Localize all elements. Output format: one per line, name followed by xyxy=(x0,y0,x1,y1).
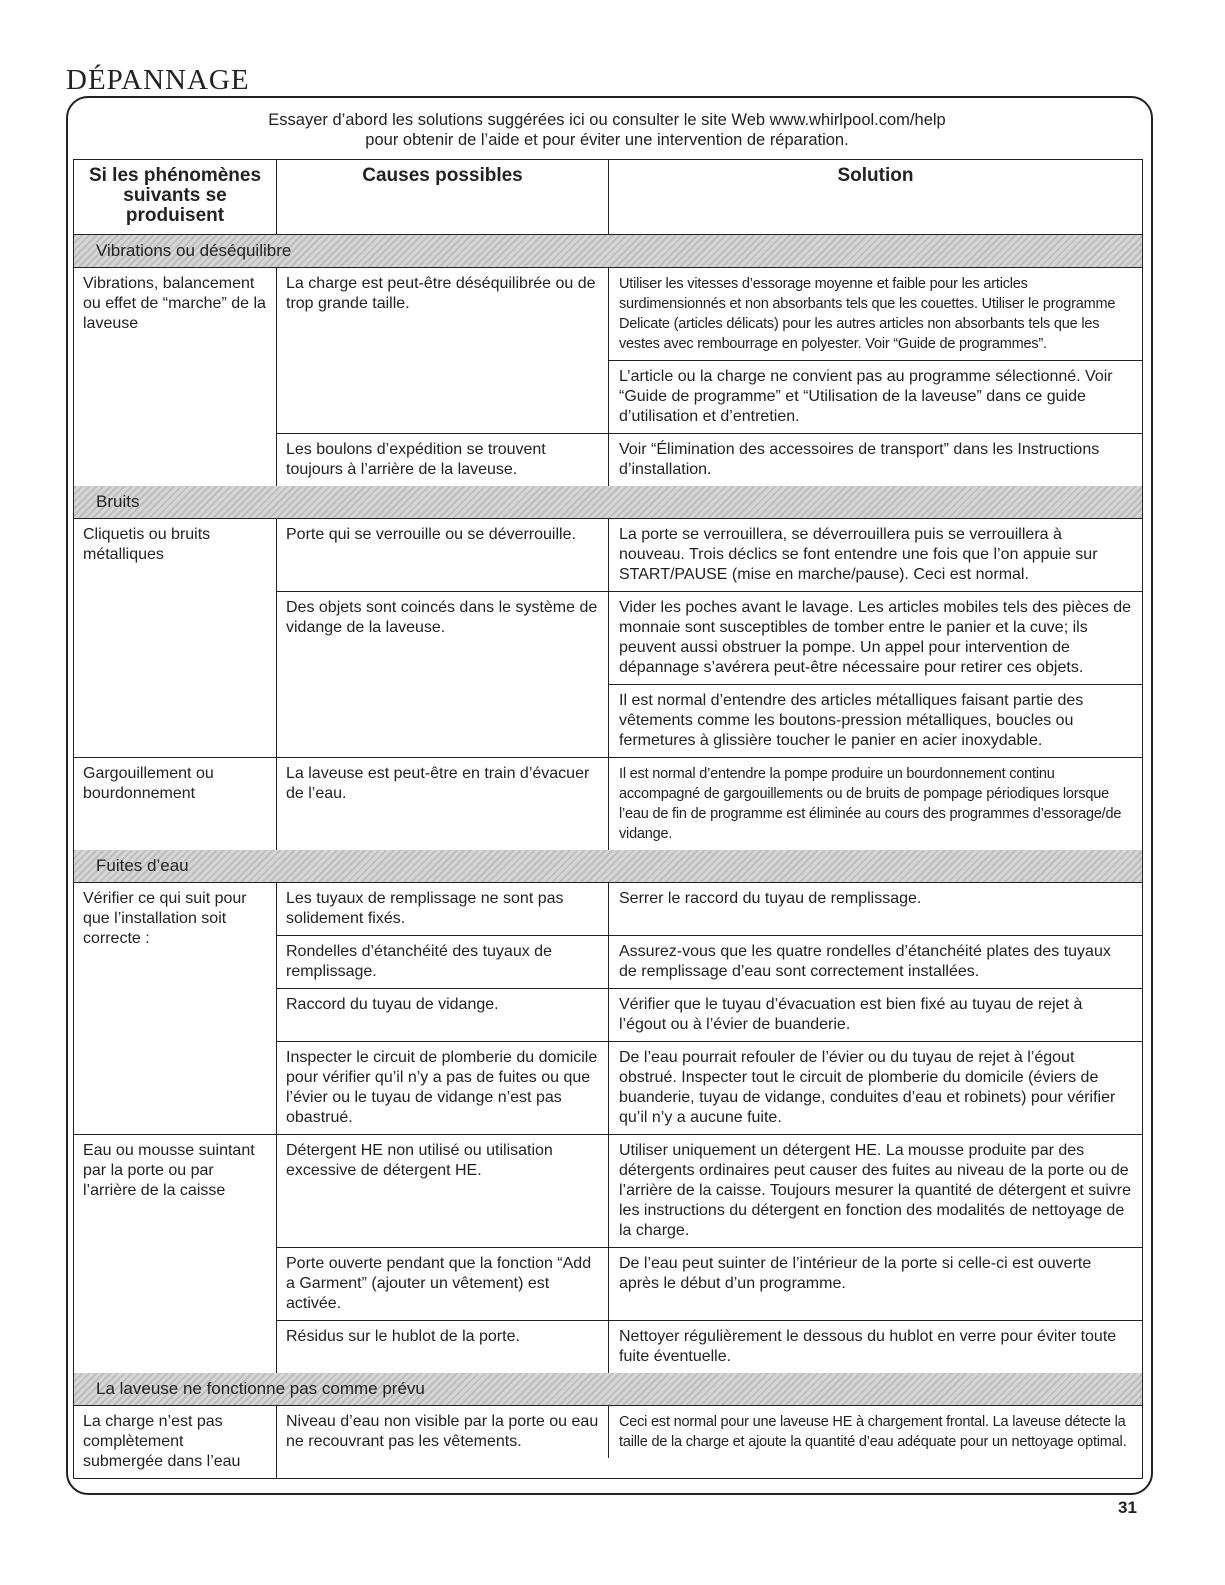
solution-list xyxy=(609,936,1142,988)
cause-cell: Porte qui se verrouille ou se déverrouille. xyxy=(277,519,609,591)
cause-rows xyxy=(277,268,1142,486)
solution-cell: Vider les poches avant le lavage. Les articles mobiles tels des pièces de monnaie sont susceptibles de tomber entre le panier et la cuve; ils peuvent aussi obstruer la pompe. Un appel pour intervention de dépannage s’avérera peut-être nécessaire pour retirer ces objets. xyxy=(609,592,1142,685)
solution-cell: Vérifier que le tuyau d’évacuation est bien fixé au tuyau de rejet à l’égout ou à l’évier de buanderie. xyxy=(619,996,1083,1033)
section-heading: Bruits xyxy=(74,486,1142,519)
cause-cell: Résidus sur le hublot de la porte. xyxy=(277,1321,609,1373)
symptom-cell: La charge n’est pas complètement submergée dans l’eau xyxy=(74,1406,277,1478)
solution-cell: Utiliser les vitesses d’essorage moyenne et faible pour les articles surdimensionnés et non absorbants tels que les couettes. Utiliser le programme Delicate (articles délicats) pour les autres articles non absorbants tels que les vestes avec rembourrage en polyester. Voir “Guide de programmes”. xyxy=(609,268,1142,361)
cause-rows xyxy=(277,758,1142,850)
section-heading: La laveuse ne fonctionne pas comme prévu xyxy=(74,1373,1142,1406)
table-header xyxy=(74,160,1142,235)
solution-cell: Serrer le raccord du tuyau de remplissage. xyxy=(619,890,922,907)
table-row xyxy=(277,268,1142,434)
cause-cell: Les tuyaux de remplissage ne sont pas solidement fixés. xyxy=(277,883,609,935)
table-row xyxy=(277,1042,1142,1134)
solution-list xyxy=(609,519,1142,591)
symptom-group xyxy=(74,883,1142,1135)
symptom-cell: Gargouillement ou bourdonnement xyxy=(74,758,277,850)
section-body xyxy=(74,1406,1142,1478)
cause-rows xyxy=(277,883,1142,1134)
solution-cell: Il est normal d’entendre la pompe produire un bourdonnement continu accompagné de gargouillements ou de bruits de pompage périodiques lorsque l’eau de fin de programme est éliminée au cours des programmes d’essorage/de vidange. xyxy=(619,766,1122,842)
header-cause: Causes possibles xyxy=(277,160,609,234)
page-number: 31 xyxy=(1118,1498,1137,1517)
cause-cell: La charge est peut-être déséquilibrée ou de trop grande taille. xyxy=(277,268,609,433)
solution-list xyxy=(609,434,1142,486)
table-row xyxy=(277,434,1142,486)
symptom-cell: Eau ou mousse suintant par la porte ou par l’arrière de la caisse xyxy=(74,1135,277,1373)
section-body xyxy=(74,268,1142,486)
section-body xyxy=(74,519,1142,850)
cause-cell: Niveau d’eau non visible par la porte ou eau ne recouvrant pas les vêtements. xyxy=(277,1406,609,1458)
section-heading: Fuites d’eau xyxy=(74,850,1142,883)
section-body xyxy=(74,883,1142,1373)
intro-line-1: Essayer d’abord les solutions suggérées ici ou consulter le site Web www.whirlpool.com/help xyxy=(268,111,946,129)
cause-cell: Des objets sont coincés dans le système de vidange de la laveuse. xyxy=(277,592,609,757)
cause-cell: Rondelles d’étanchéité des tuyaux de remplissage. xyxy=(277,936,609,988)
solution-cell: Ceci est normal pour une laveuse HE à chargement frontal. La laveuse détecte la taille de la charge et ajoute la quantité d’eau adéquate pour un nettoyage optimal. xyxy=(619,1414,1127,1450)
symptom-cell: Vibrations, balancement ou effet de “marche” de la laveuse xyxy=(74,268,277,486)
solution-cell: Nettoyer régulièrement le dessous du hublot en verre pour éviter toute fuite éventuelle. xyxy=(619,1328,1117,1365)
cause-rows xyxy=(277,1135,1142,1373)
symptom-group xyxy=(74,1135,1142,1373)
solution-list xyxy=(609,1248,1142,1320)
section-heading: Vibrations ou déséquilibre xyxy=(74,235,1142,268)
solution-list xyxy=(609,758,1142,850)
cause-cell: Les boulons d’expédition se trouvent toujours à l’arrière de la laveuse. xyxy=(277,434,609,486)
cause-cell: Raccord du tuyau de vidange. xyxy=(277,989,609,1041)
solution-cell: Voir “Élimination des accessoires de transport” dans les Instructions d’installation. xyxy=(619,441,1100,478)
table-row xyxy=(277,936,1142,989)
header-symptom: Si les phénomènes suivants se produisent xyxy=(74,160,277,234)
solution-list xyxy=(609,1321,1142,1373)
solution-list xyxy=(609,1042,1142,1134)
solution-list xyxy=(609,1135,1142,1247)
table-row xyxy=(277,989,1142,1042)
table-row xyxy=(277,758,1142,850)
symptom-group xyxy=(74,1406,1142,1478)
solution-cell: Utiliser uniquement un détergent HE. La mousse produite par des détergents ordinaires peut causer des fuites au niveau de la porte ou de l’arrière de la caisse. Toujours mesurer la quantité de détergent et suivre les instructions du détergent en fonction des modalités de nettoyage de la charge. xyxy=(619,1142,1131,1239)
cause-cell: Détergent HE non utilisé ou utilisation excessive de détergent HE. xyxy=(277,1135,609,1247)
solution-list xyxy=(609,592,1142,757)
table-row xyxy=(277,1321,1142,1373)
cause-cell: Porte ouverte pendant que la fonction “Add a Garment” (ajouter un vêtement) est activée. xyxy=(277,1248,609,1320)
troubleshooting-table xyxy=(73,159,1143,1479)
symptom-cell: Cliquetis ou bruits métalliques xyxy=(74,519,277,757)
intro-line-2: pour obtenir de l’aide et pour éviter une intervention de réparation. xyxy=(365,131,849,149)
symptom-group xyxy=(74,519,1142,758)
symptom-group xyxy=(74,268,1142,486)
solution-cell: De l’eau pourrait refouler de l’évier ou du tuyau de rejet à l’égout obstrué. Inspecter tout le circuit de plomberie du domicile (éviers de buanderie, tuyau de vidange, conduites d’eau et robinets) pour vérifier qu’il n’y a aucune fuite. xyxy=(619,1049,1116,1126)
solution-list xyxy=(609,268,1142,433)
cause-cell: Inspecter le circuit de plomberie du domicile pour vérifier qu’il n’y a pas de fuites ou que l’évier ou le tuyau de vidange n’est pas obastrué. xyxy=(277,1042,609,1134)
solution-cell: Assurez-vous que les quatre rondelles d’étanchéité plates des tuyaux de remplissage d’eau sont correctement installées. xyxy=(619,943,1111,980)
cause-cell: La laveuse est peut-être en train d’évacuer de l’eau. xyxy=(277,758,609,850)
cause-rows xyxy=(277,519,1142,757)
symptom-cell: Vérifier ce qui suit pour que l’installation soit correcte : xyxy=(74,883,277,1134)
table-row xyxy=(277,592,1142,757)
solution-cell: De l’eau peut suinter de l’intérieur de la porte si celle-ci est ouverte après le début d’un programme. xyxy=(619,1255,1092,1292)
solution-cell: L’article ou la charge ne convient pas au programme sélectionné. Voir “Guide de programme” et “Utilisation de la laveuse” dans ce guide d’utilisation et d’entretien. xyxy=(619,368,1113,425)
table-row xyxy=(277,1248,1142,1321)
solution-list xyxy=(609,883,1142,935)
solution-list xyxy=(609,1406,1142,1458)
table-row xyxy=(277,519,1142,592)
symptom-group xyxy=(74,758,1142,850)
header-solution: Solution xyxy=(837,165,914,186)
table-row xyxy=(277,883,1142,936)
table-row xyxy=(277,1135,1142,1248)
solution-cell: Il est normal d’entendre des articles métalliques faisant partie des vêtements comme les boutons-pression métalliques, boucles ou fermetures à glissière toucher le panier en acier inoxydable. xyxy=(619,692,1084,749)
cause-rows xyxy=(277,1406,1142,1478)
intro-text xyxy=(68,110,1146,150)
solution-list xyxy=(609,989,1142,1041)
table-row xyxy=(277,1406,1142,1458)
page-title: DÉPANNAGE xyxy=(66,64,250,96)
solution-cell: La porte se verrouillera, se déverrouillera puis se verrouillera à nouveau. Trois déclics se font entendre une fois que l’on appuie sur START/PAUSE (mise en marche/pause). Ceci est normal. xyxy=(619,526,1098,583)
